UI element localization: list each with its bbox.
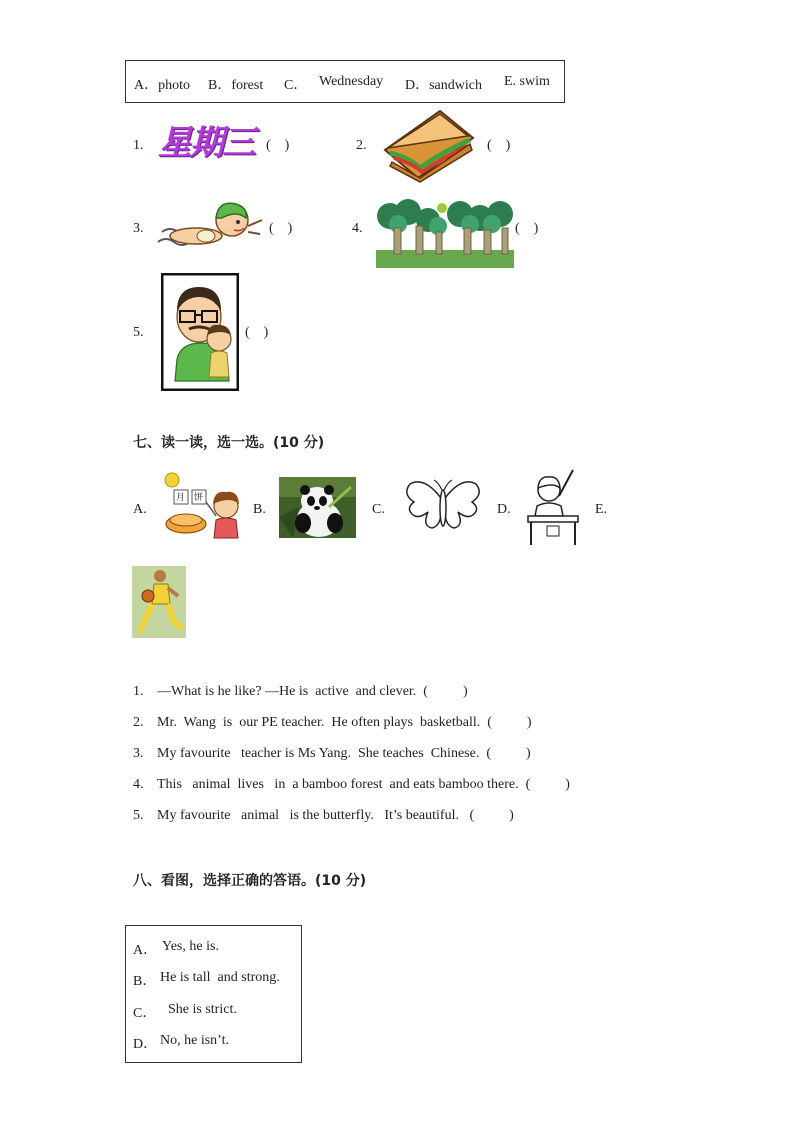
answer-option-b-label: B． (133, 974, 157, 989)
swimming-boy-image (156, 196, 264, 254)
wednesday-image (158, 120, 260, 170)
picture-label-a: A. (133, 502, 147, 517)
option-c-label: C． (284, 78, 308, 93)
answer-option-c-label: C． (133, 1006, 157, 1021)
basketball-player-image (132, 566, 186, 638)
sentence-number: 1. (133, 684, 144, 699)
option-d: D．sandwich (405, 78, 482, 93)
sentence-text: My favourite animal is the butterfly. It’s beautiful. ( ) (157, 808, 514, 823)
sentence-text: —What is he like? —He is active and clever. ( ) (157, 684, 468, 699)
answer-blank[interactable]: ( ) (245, 325, 269, 340)
option-c: Wednesday (319, 74, 384, 89)
item-number: 2. (356, 138, 367, 153)
picture-label-d: D. (497, 502, 511, 517)
item-number: 5. (133, 325, 144, 340)
answer-option-a-text: Yes, he is. (162, 939, 219, 954)
picture-label-e: E. (595, 502, 608, 517)
sandwich-image (380, 108, 478, 183)
answer-blank[interactable]: ( ) (266, 138, 290, 153)
picture-label-c: C. (372, 502, 385, 517)
answer-option-b-text: He is tall and strong. (160, 970, 280, 985)
sentence-number: 5. (133, 808, 144, 823)
mooncake-char-2: 饼 (194, 493, 204, 503)
option-a: A．photo (134, 78, 190, 93)
sentence-text: My favourite teacher is Ms Yang. She teaches Chinese. ( ) (157, 746, 531, 761)
answer-blank[interactable]: ( ) (487, 138, 511, 153)
section-seven-title: 七、读一读，选一选。(10 分) (133, 435, 325, 451)
sentence-number: 3. (133, 746, 144, 761)
picture-label-b: B. (253, 502, 266, 517)
answer-options-box (125, 925, 302, 1063)
mooncake-char-1: 月 (176, 493, 186, 503)
sentence-number: 2. (133, 715, 144, 730)
item-number: 4. (352, 221, 363, 236)
answer-option-d-label: D． (133, 1037, 158, 1052)
answer-option-c-text: She is strict. (168, 1002, 237, 1017)
sentence-number: 4. (133, 777, 144, 792)
panda-image (279, 477, 356, 538)
student-at-desk-image (525, 466, 581, 546)
sentence-text: Mr. Wang is our PE teacher. He often plays basketball. ( ) (157, 715, 532, 730)
options-box (125, 60, 565, 103)
item-number: 1. (133, 138, 144, 153)
answer-blank[interactable]: ( ) (269, 221, 293, 236)
sentence-text: This animal lives in a bamboo forest and eats bamboo there. ( ) (157, 777, 570, 792)
option-e: E. swim (504, 74, 550, 89)
mooncake-girl-image (160, 472, 242, 540)
answer-blank[interactable]: ( ) (515, 221, 539, 236)
answer-option-a-label: A． (133, 943, 158, 958)
section-eight-title: 八、看图，选择正确的答语。(10 分) (133, 873, 367, 889)
forest-image (376, 194, 514, 268)
item-number: 3. (133, 221, 144, 236)
answer-option-d-text: No, he isn’t. (160, 1033, 229, 1048)
photo-image (161, 273, 239, 391)
butterfly-image (404, 476, 482, 538)
option-b: B．forest (208, 78, 264, 93)
wednesday-text: 星期三 (158, 123, 254, 163)
